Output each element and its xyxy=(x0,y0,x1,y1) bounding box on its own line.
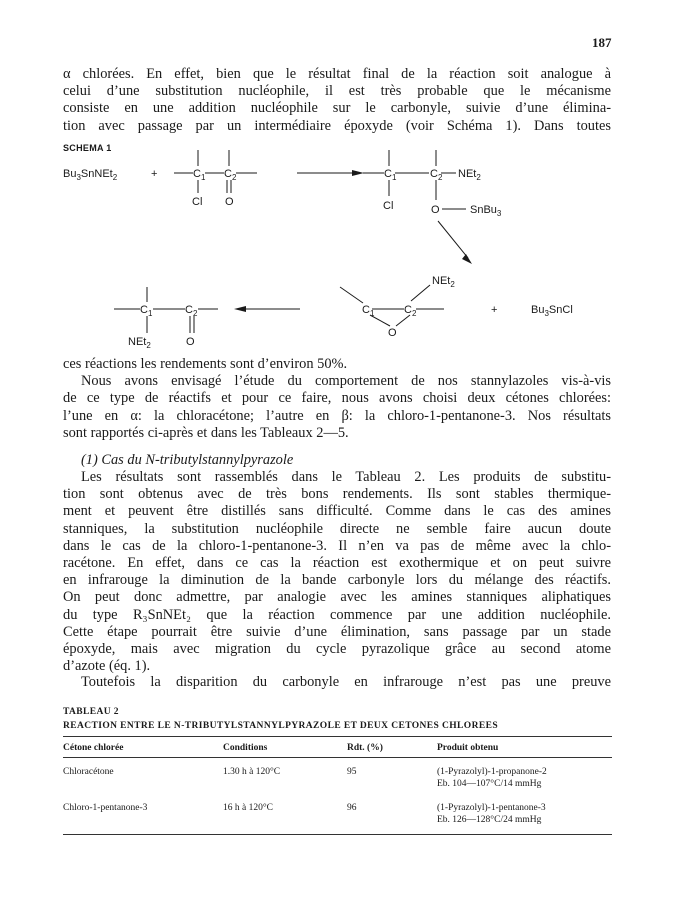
scheme-text: $C_2$ xyxy=(430,168,443,182)
text-line: tion avec passage par un intermédiaire époxyde (voir Schéma 1). Dans toutes xyxy=(63,117,611,134)
text-line: Toutefois la disparition du carbonyle en infrarouge n’est pas une preuve xyxy=(81,674,611,690)
scheme-text: $Bu_3SnCl$ xyxy=(531,304,573,318)
scheme-text: NEt$_2$ xyxy=(458,168,481,182)
scheme-text: Cl xyxy=(192,196,203,208)
text-line: ment et peuvent être distillés sans difficulté. Comme dans le cas des amines xyxy=(63,503,611,520)
product-name: (1-Pyrazolyl)-1-propanone-2 xyxy=(437,767,547,777)
scheme-text: $C_1$ xyxy=(140,304,153,318)
scheme-text: $C_1$ xyxy=(362,304,375,318)
table-header-row xyxy=(63,737,612,758)
table-caption: REACTION ENTRE LE N-TRIBUTYLSTANNYLPYRAZOLE ET DEUX CETONES CHLOREES xyxy=(63,721,498,731)
table-row xyxy=(63,794,612,835)
arrowhead xyxy=(234,306,246,312)
page-number: 187 xyxy=(592,35,612,50)
table-cell: Chloracétone xyxy=(63,767,114,777)
text-line: Nous avons envisagé l’étude du comportement de nos stannylazoles vis-à-vis xyxy=(81,373,611,390)
text-line: sont rapportés ci-après et dans les Tableaux 2—5. xyxy=(63,424,349,441)
scheme-text: + xyxy=(151,168,158,180)
text-line: époxyde, mais avec migration du cycle pyrazolique grâce au second atome xyxy=(63,641,611,658)
table-header: Rdt. (%) xyxy=(347,737,437,758)
table-header: Conditions xyxy=(223,737,347,758)
text-line: de ce type de réactifs et pour ce faire, nous avons choisi deux cétones chlorées: xyxy=(63,390,611,407)
text-line: l’une en α: la chloracétone; l’autre en β: la chloro-1-pentanone-3. Nos résultats xyxy=(63,407,611,424)
scheme-text: SnBu$_3$ xyxy=(470,204,502,218)
text-line: consiste en une addition nucléophile sur le carbonyle, suivie d’une élimina- xyxy=(63,100,611,117)
arrowhead xyxy=(462,254,472,264)
paragraph-2 xyxy=(63,356,611,442)
paragraph-4 xyxy=(81,674,611,691)
arrowhead xyxy=(352,170,364,176)
scheme-text: O xyxy=(225,196,234,208)
table-cell: 16 h à 120°C xyxy=(223,794,347,835)
reaction-scheme xyxy=(0,0,680,360)
text-line: celui d’une substitution nucléophile, il est très probable que le mécanisme xyxy=(63,83,611,100)
text-line: stanniques, la substitution nucléophile directe ne semble faire aucun doute xyxy=(63,520,611,537)
table-label: TABLEAU 2 xyxy=(63,707,119,717)
scheme-label: SCHEMA 1 xyxy=(63,143,112,153)
text-line: Cette étape pourrait être suivie d’une élimination, sans passage par un stade xyxy=(63,623,611,640)
text-line: racétone. En effet, dans ce cas la réaction est exothermique et on peut suivre xyxy=(63,555,611,572)
text-line: ces réactions les rendements sont d’environ 50%. xyxy=(63,356,348,372)
scheme-text: O xyxy=(186,336,195,348)
text-line: en infrarouge la diminution de la bande carbonyle lors du mélange des réactifs. xyxy=(63,572,611,589)
table-cell: Chloro-1-pentanone-3 xyxy=(63,794,223,835)
text-line: α chlorées. En effet, bien que le résultat final de la réaction soit analogue à xyxy=(63,66,611,82)
table-cell: 95 xyxy=(347,767,357,777)
table-cell xyxy=(437,794,612,835)
scheme-text: $C_2$ xyxy=(404,304,417,318)
scheme-text: NEt$_2$ xyxy=(432,275,455,289)
results-table xyxy=(63,736,612,835)
text-line: d’azote (éq. 1). xyxy=(63,658,151,675)
scheme-text: O xyxy=(431,204,440,216)
scheme-text: + xyxy=(491,304,498,316)
table-header: Produit obtenu xyxy=(437,737,612,758)
text-line: du type R₃SnNEt₂ que la réaction commence par une addition nucléophile. xyxy=(63,606,611,623)
scheme-text: $C_1$ xyxy=(384,168,397,182)
table-header: Cétone chlorée xyxy=(63,737,223,758)
scheme-text: NEt$_2$ xyxy=(128,336,151,350)
paragraph-3 xyxy=(63,469,611,675)
boiling-point: Eb. 104—107°C/14 mmHg xyxy=(437,779,542,789)
table-cell: 96 xyxy=(347,794,437,835)
scheme-text: Cl xyxy=(383,200,394,212)
table-cell xyxy=(437,758,612,795)
scheme-bonds xyxy=(114,150,468,333)
section-heading: (1) Cas du N-tributylstannylpyrazole xyxy=(81,452,294,468)
text-line: dans le cas de la chloro-1-pentanone-3. Il n’en va pas de même avec la chlo- xyxy=(63,537,611,554)
scheme-text: $C_2$ xyxy=(224,168,237,182)
text-line: tion sont obtenus avec de très bons rendements. Ils sont stables thermique- xyxy=(63,486,611,503)
table-cell: 1.30 h à 120°C xyxy=(223,767,281,777)
product-name: (1-Pyrazolyl)-1-pentanone-3 xyxy=(437,803,546,813)
text-line: On peut donc admettre, par analogie avec les amines stanniques aliphatiques xyxy=(63,589,611,606)
scheme-text: $Bu_3SnNEt_2$ xyxy=(63,168,118,182)
text-line: Les résultats sont rassemblés dans le Tableau 2. Les produits de substitu- xyxy=(81,469,611,485)
scheme-text: $C_2$ xyxy=(185,304,198,318)
scheme-text: $C_1$ xyxy=(193,168,206,182)
boiling-point: Eb. 126—128°C/24 mmHg xyxy=(437,815,542,825)
table-row xyxy=(63,758,612,795)
scheme-text: O xyxy=(388,327,397,339)
